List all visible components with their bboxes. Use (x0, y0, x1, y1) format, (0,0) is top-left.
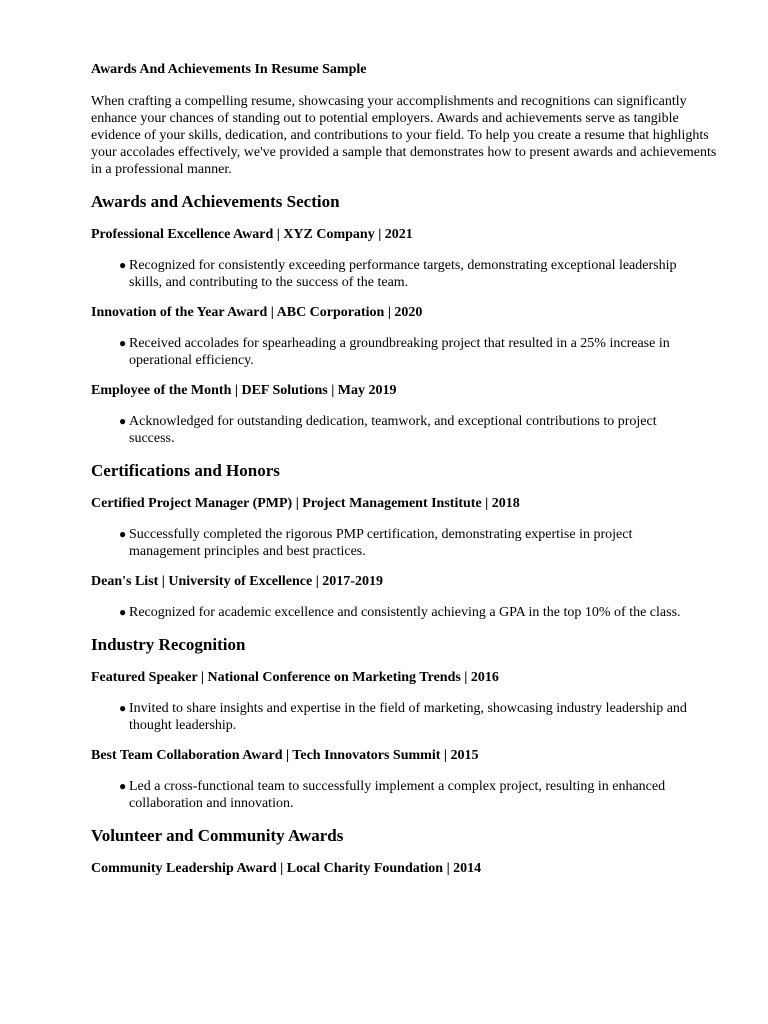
bullet-text: Acknowledged for outstanding dedication, teamwork, and exceptional contributions to project success. (129, 414, 657, 446)
bullet-text: Recognized for academic excellence and consistently achieving a GPA in the top 10% of the class. (129, 605, 681, 620)
bullet-icon: ● (119, 336, 127, 350)
entry-title: Employee of the Month | DEF Solutions | May 2019 (91, 383, 397, 398)
entry-title: Featured Speaker | National Conference on Marketing Trends | 2016 (91, 670, 499, 685)
section-heading-volunteer: Volunteer and Community Awards (91, 826, 344, 845)
bullet-text: Recognized for consistently exceeding performance targets, demonstrating exceptional leadership skills, and contributing to the success of the team. (129, 258, 677, 290)
bullet-text: Successfully completed the rigorous PMP certification, demonstrating expertise in project management principles and best practices. (129, 527, 633, 559)
bullet-icon: ● (119, 258, 127, 272)
bullet-item (119, 257, 689, 291)
bullet-icon: ● (119, 779, 127, 793)
bullet-icon: ● (119, 605, 127, 619)
entry-title: Best Team Collaboration Award | Tech Innovators Summit | 2015 (91, 748, 479, 763)
entry-bullet-list (91, 335, 728, 369)
bullet-item (119, 700, 689, 734)
section-heading-certifications: Certifications and Honors (91, 461, 280, 480)
entry-title: Dean's List | University of Excellence | 2017-2019 (91, 574, 383, 589)
bullet-text: Led a cross-functional team to successfully implement a complex project, resulting in enhanced collaboration and innovation. (129, 779, 666, 811)
bullet-item (119, 413, 689, 447)
bullet-text: Invited to share insights and expertise in the field of marketing, showcasing industry leadership and thought leadership. (129, 701, 687, 733)
bullet-icon: ● (119, 414, 127, 428)
entry-title: Community Leadership Award | Local Charity Foundation | 2014 (91, 861, 482, 876)
entry-title: Certified Project Manager (PMP) | Project Management Institute | 2018 (91, 496, 520, 511)
bullet-icon: ● (119, 701, 127, 715)
entry-title: Professional Excellence Award | XYZ Company | 2021 (91, 227, 413, 242)
entry-bullet-list (91, 604, 728, 621)
entry-bullet-list (91, 257, 728, 291)
bullet-item (119, 335, 689, 369)
document-title: Awards And Achievements In Resume Sample (91, 62, 367, 77)
entry-bullet-list (91, 778, 728, 812)
bullet-item (119, 778, 689, 812)
section-heading-awards: Awards and Achievements Section (91, 192, 340, 211)
intro-paragraph: When crafting a compelling resume, showcasing your accomplishments and recognitions can significantly enhance your chances of standing out to potential employers. Awards and achievements serve as tangible evidence of your skills, dedication, and contributions to your field. To help you create a resume that highlights your accolades effectively, we've provided a sample that demonstrates how to present awards and achievements in a professional manner. (91, 94, 717, 177)
bullet-item (119, 604, 689, 621)
entry-bullet-list (91, 413, 728, 447)
bullet-text: Received accolades for spearheading a groundbreaking project that resulted in a 25% increase in operational efficiency. (129, 336, 670, 368)
bullet-item (119, 526, 689, 560)
section-heading-industry: Industry Recognition (91, 635, 246, 654)
bullet-icon: ● (119, 527, 127, 541)
entry-bullet-list (91, 700, 728, 734)
entry-title: Innovation of the Year Award | ABC Corporation | 2020 (91, 305, 423, 320)
entry-bullet-list (91, 526, 728, 560)
